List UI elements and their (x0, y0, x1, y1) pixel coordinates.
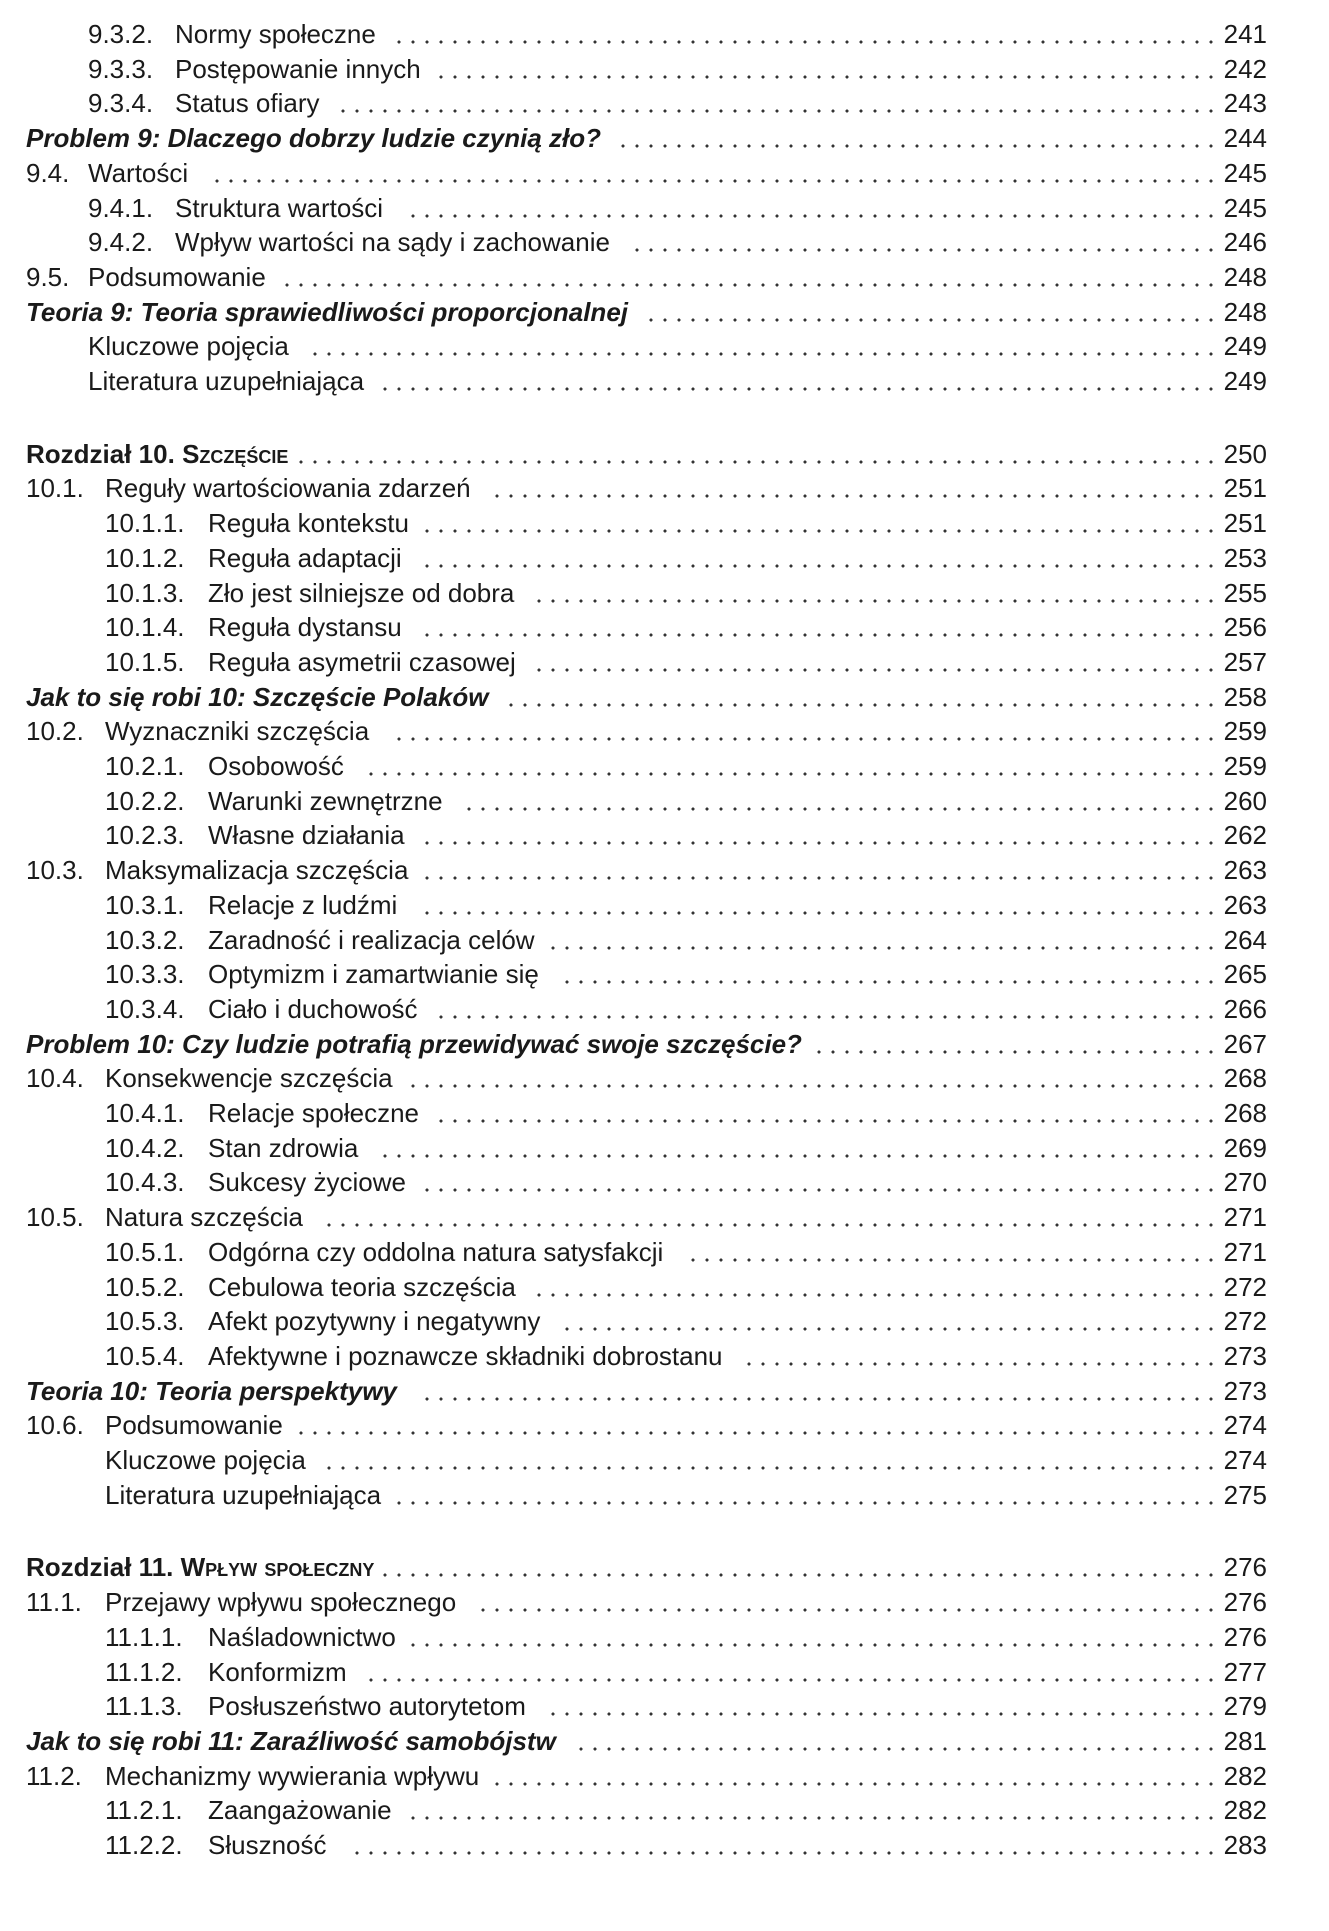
page-number: 263 (1223, 855, 1267, 886)
dot-leader (560, 1305, 1215, 1337)
page-number: 249 (1223, 331, 1267, 362)
section-number: 9.3.3. (88, 53, 154, 84)
dot-leader (420, 1375, 1215, 1407)
dot-leader (630, 226, 1215, 258)
dot-leader (364, 1656, 1215, 1688)
dot-leader (420, 611, 1215, 643)
page-number: 273 (1223, 1340, 1267, 1371)
chapter-title (26, 438, 288, 470)
chapter-heading (0, 438, 1329, 470)
section-number: 10.3.3. (105, 959, 185, 990)
toc-entry (0, 226, 1329, 258)
page-number: 249 (1223, 366, 1267, 396)
section-number: 11.1.3. (105, 1691, 183, 1722)
section-number: 10.5.4. (105, 1340, 185, 1371)
dot-leader (378, 365, 1215, 397)
toc-entry (0, 611, 1329, 643)
toc-entry (0, 157, 1329, 189)
page-number: 281 (1223, 1725, 1267, 1756)
section-number: 10.2.3. (105, 820, 185, 851)
section-number: 10.6. (26, 1410, 84, 1441)
section-number: 10.5.1. (105, 1236, 185, 1267)
dot-leader (420, 854, 1215, 886)
page-number: 243 (1223, 88, 1267, 119)
page-number: 255 (1223, 577, 1267, 608)
page-number: 268 (1223, 1063, 1267, 1094)
entry-title: Wartości (88, 157, 189, 188)
section-number: 9.4.1. (88, 192, 154, 223)
entry-title: Zaangażowanie (208, 1795, 392, 1826)
section-number: 11.2.1. (105, 1795, 183, 1826)
dot-leader (210, 157, 1215, 189)
page-number: 241 (1223, 19, 1267, 49)
entry-title: Osobowość (208, 751, 344, 781)
entry-title: Przejawy wpływu społecznego (105, 1587, 457, 1618)
dot-leader (378, 1551, 1215, 1583)
toc-entry (0, 192, 1329, 224)
section-number: 9.5. (26, 261, 70, 292)
page-number: 272 (1223, 1271, 1267, 1302)
page-number: 275 (1223, 1479, 1267, 1510)
section-number: 10.3.4. (105, 993, 185, 1024)
toc-entry (0, 993, 1329, 1025)
chapter-heading (0, 1551, 1329, 1583)
toc-entry (0, 261, 1329, 293)
toc-feature-entry (0, 296, 1329, 328)
entry-title: Posłuszeństwo autorytetom (208, 1691, 526, 1722)
dot-leader (490, 472, 1215, 504)
toc-entry (0, 1236, 1329, 1268)
entry-title: Relacje społeczne (208, 1098, 420, 1128)
dot-leader (616, 122, 1215, 154)
toc-entry (0, 365, 1329, 397)
section-number: 10.1.4. (105, 612, 185, 643)
entry-title: Teoria 9: Teoria sprawiedliwości proporcjonalnej (26, 296, 628, 327)
dot-leader (532, 646, 1215, 678)
entry-title: Normy społeczne (175, 19, 376, 49)
entry-title: Konformizm (208, 1656, 347, 1687)
toc-entry (0, 1444, 1329, 1476)
entry-title: Cebulowa teoria szczęścia (208, 1271, 516, 1302)
section-number: 11.1.1. (105, 1621, 183, 1652)
toc-entry (0, 1656, 1329, 1688)
page-number: 263 (1223, 889, 1267, 920)
dot-leader (560, 958, 1215, 990)
dot-leader (686, 1236, 1215, 1268)
toc-entry (0, 750, 1329, 782)
section-number: 11.1.2. (105, 1656, 183, 1687)
toc-feature-entry (0, 1375, 1329, 1407)
page-number: 268 (1223, 1098, 1267, 1128)
dot-leader (434, 1097, 1215, 1129)
page-number: 260 (1223, 785, 1267, 816)
dot-leader (364, 750, 1215, 782)
entry-title: Wpływ wartości na sądy i zachowanie (175, 227, 610, 258)
section-number: 9.3.2. (88, 19, 154, 49)
dot-leader (476, 1586, 1215, 1618)
toc-entry (0, 889, 1329, 921)
dot-leader (742, 1340, 1215, 1372)
entry-title: Postępowanie innych (175, 53, 421, 84)
dot-leader (392, 715, 1215, 747)
dot-leader (336, 87, 1215, 119)
toc-entry (0, 1794, 1329, 1826)
dot-leader (406, 1621, 1215, 1653)
toc-entry (0, 53, 1329, 85)
section-number: 10.1.5. (105, 646, 185, 677)
page-number: 259 (1223, 716, 1267, 747)
toc-entry (0, 472, 1329, 504)
entry-title: Ciało i duchowość (208, 993, 418, 1024)
section-number: 10.2.2. (105, 785, 185, 816)
entry-title: Podsumowanie (88, 261, 266, 292)
entry-title: Kluczowe pojęcia (88, 331, 289, 362)
toc-entry (0, 1621, 1329, 1653)
toc-entry (0, 924, 1329, 956)
section-number: 9.3.4. (88, 88, 154, 119)
entry-title: Zło jest silniejsze od dobra (208, 577, 515, 608)
dot-leader (504, 681, 1215, 713)
entry-title: Odgórna czy oddolna natura satysfakcji (208, 1236, 664, 1267)
dot-leader (322, 1201, 1215, 1233)
entry-title: Kluczowe pojęcia (105, 1445, 306, 1475)
entry-title: Natura szczęścia (105, 1202, 303, 1233)
toc-entry (0, 958, 1329, 990)
section-number: 10.4. (26, 1063, 84, 1094)
page-number: 283 (1223, 1830, 1267, 1860)
entry-title: Relacje z ludźmi (208, 889, 398, 920)
page-number: 267 (1223, 1028, 1267, 1059)
entry-title: Maksymalizacja szczęścia (105, 855, 409, 886)
page-number: 270 (1223, 1167, 1267, 1198)
page-number: 245 (1223, 192, 1267, 223)
dot-leader (406, 1062, 1215, 1094)
toc-entry (0, 1340, 1329, 1372)
toc-entry (0, 1062, 1329, 1094)
page-number: 277 (1223, 1656, 1267, 1687)
entry-title: Konsekwencje szczęścia (105, 1063, 393, 1094)
dot-leader (434, 993, 1215, 1025)
page-number: 266 (1223, 993, 1267, 1024)
entry-title: Reguła kontekstu (208, 508, 409, 539)
dot-leader (644, 296, 1215, 328)
toc-entry (0, 18, 1329, 50)
section-number: 10.1.2. (105, 542, 185, 573)
dot-leader (392, 1479, 1215, 1511)
chapter-name: Szczęście (182, 438, 289, 469)
dot-leader (462, 785, 1215, 817)
toc-entry (0, 330, 1329, 362)
toc-entry (0, 1132, 1329, 1164)
page-number: 262 (1223, 820, 1267, 851)
toc-entry (0, 715, 1329, 747)
toc-entry (0, 1479, 1329, 1511)
page-number: 251 (1223, 473, 1267, 504)
section-number: 10.5.2. (105, 1271, 185, 1302)
toc-entry (0, 646, 1329, 678)
section-number: 9.4. (26, 157, 70, 188)
dot-leader (434, 53, 1215, 85)
dot-leader (322, 1444, 1215, 1476)
page-number: 269 (1223, 1132, 1267, 1163)
page-number: 274 (1223, 1445, 1267, 1475)
dot-leader (294, 1409, 1215, 1441)
chapter-title (26, 1551, 374, 1583)
page-number: 248 (1223, 296, 1267, 327)
entry-title: Sukcesy życiowe (208, 1167, 406, 1198)
page-number: 259 (1223, 751, 1267, 781)
section-number: 9.4.2. (88, 227, 154, 258)
entry-title: Naśladownictwo (208, 1621, 396, 1652)
dot-leader (294, 438, 1215, 470)
dot-leader (392, 18, 1215, 50)
dot-leader (532, 577, 1215, 609)
entry-title: Reguła dystansu (208, 612, 402, 643)
entry-title: Stan zdrowia (208, 1132, 359, 1163)
page-number: 274 (1223, 1410, 1267, 1441)
entry-title: Warunki zewnętrzne (208, 785, 443, 816)
toc-entry (0, 87, 1329, 119)
entry-title: Własne działania (208, 820, 405, 851)
dot-leader (420, 819, 1215, 851)
page-number: 272 (1223, 1306, 1267, 1337)
dot-leader (420, 889, 1215, 921)
toc-feature-entry (0, 122, 1329, 154)
page-number: 245 (1223, 157, 1267, 188)
dot-leader (490, 1760, 1215, 1792)
page-number: 250 (1223, 438, 1267, 469)
page-number: 256 (1223, 612, 1267, 643)
toc-entry (0, 1271, 1329, 1303)
entry-title: Jak to się robi 10: Szczęście Polaków (26, 681, 489, 712)
dot-leader (574, 1725, 1215, 1757)
entry-title: Literatura uzupełniająca (88, 366, 365, 396)
entry-title: Optymizm i zamartwianie się (208, 959, 539, 990)
toc-entry (0, 1201, 1329, 1233)
section-number: 11.2. (26, 1760, 82, 1791)
entry-title: Zaradność i realizacja celów (208, 924, 535, 955)
entry-title: Podsumowanie (105, 1410, 283, 1441)
section-number: 10.3.2. (105, 924, 185, 955)
section-number: 10.1.3. (105, 577, 185, 608)
entry-title: Teoria 10: Teoria perspektywy (26, 1375, 397, 1406)
page-number: 257 (1223, 646, 1267, 677)
section-number: 10.4.2. (105, 1132, 185, 1163)
toc-entry (0, 1690, 1329, 1722)
section-number: 10.1. (26, 473, 84, 504)
entry-title: Struktura wartości (175, 192, 384, 223)
entry-title: Afekt pozytywny i negatywny (208, 1306, 541, 1337)
toc-entry (0, 1166, 1329, 1198)
section-number: 10.3. (26, 855, 84, 886)
page-number: 248 (1223, 261, 1267, 292)
entry-title: Problem 10: Czy ludzie potrafią przewidywać swoje szczęście? (26, 1028, 802, 1059)
dot-leader (280, 261, 1215, 293)
toc-entry (0, 1829, 1329, 1861)
entry-title: Jak to się robi 11: Zaraźliwość samobójstw (26, 1725, 556, 1756)
toc-feature-entry (0, 1028, 1329, 1060)
entry-title: Problem 9: Dlaczego dobrzy ludzie czynią zło? (26, 123, 601, 154)
section-number: 10.5. (26, 1202, 84, 1233)
toc-entry (0, 819, 1329, 851)
toc-entry (0, 785, 1329, 817)
page-number: 251 (1223, 508, 1267, 539)
entry-title: Reguła adaptacji (208, 542, 402, 573)
entry-title: Reguła asymetrii czasowej (208, 646, 516, 677)
dot-leader (812, 1028, 1215, 1060)
dot-leader (420, 542, 1215, 574)
entry-title: Słuszność (208, 1830, 327, 1860)
entry-title: Status ofiary (175, 88, 320, 119)
dot-leader (532, 1271, 1215, 1303)
toc-entry (0, 1586, 1329, 1618)
toc-entry (0, 854, 1329, 886)
page-number: 273 (1223, 1375, 1267, 1406)
section-number: 10.5.3. (105, 1306, 185, 1337)
toc-entry (0, 542, 1329, 574)
entry-title: Literatura uzupełniająca (105, 1479, 382, 1510)
dot-leader (406, 1794, 1215, 1826)
page-number: 246 (1223, 227, 1267, 258)
section-number: 10.2. (26, 716, 84, 747)
toc-entry (0, 577, 1329, 609)
page-number: 276 (1223, 1552, 1267, 1583)
toc-entry (0, 1760, 1329, 1792)
chapter-name: Wpływ społeczny (180, 1552, 375, 1583)
section-number: 10.4.1. (105, 1098, 185, 1128)
page-number: 265 (1223, 959, 1267, 990)
toc-entry (0, 507, 1329, 539)
dot-leader (420, 507, 1215, 539)
toc-feature-entry (0, 1725, 1329, 1757)
toc-entry (0, 1305, 1329, 1337)
entry-title: Mechanizmy wywierania wpływu (105, 1760, 480, 1791)
toc-entry (0, 1097, 1329, 1129)
section-number: 10.4.3. (105, 1167, 185, 1198)
dot-leader (350, 1829, 1215, 1861)
entry-title: Reguły wartościowania zdarzeń (105, 473, 471, 504)
section-number: 10.2.1. (105, 751, 185, 781)
section-number: 10.1.1. (105, 508, 185, 539)
entry-title: Wyznaczniki szczęścia (105, 716, 370, 747)
section-number: 11.1. (26, 1587, 82, 1618)
page-number: 276 (1223, 1621, 1267, 1652)
dot-leader (406, 192, 1215, 224)
dot-leader (378, 1132, 1215, 1164)
page-number: 279 (1223, 1691, 1267, 1722)
dot-leader (420, 1166, 1215, 1198)
page-number: 253 (1223, 542, 1267, 573)
chapter-number: Rozdział 11. (26, 1552, 174, 1583)
page-number: 271 (1223, 1236, 1267, 1267)
page-number: 242 (1223, 53, 1267, 84)
dot-leader (546, 1690, 1215, 1722)
section-number: 11.2.2. (105, 1830, 183, 1860)
page-number: 258 (1223, 681, 1267, 712)
page-number: 282 (1223, 1760, 1267, 1791)
entry-title: Afektywne i poznawcze składniki dobrostanu (208, 1340, 723, 1371)
chapter-number: Rozdział 10. (26, 438, 175, 469)
toc-feature-entry (0, 681, 1329, 713)
page-number: 264 (1223, 924, 1267, 955)
section-number: 10.3.1. (105, 889, 185, 920)
page-number: 271 (1223, 1202, 1267, 1233)
dot-leader (546, 924, 1215, 956)
page-number: 276 (1223, 1587, 1267, 1618)
page-number: 244 (1223, 123, 1267, 154)
toc-entry (0, 1409, 1329, 1441)
page-number: 282 (1223, 1795, 1267, 1826)
dot-leader (308, 330, 1215, 362)
